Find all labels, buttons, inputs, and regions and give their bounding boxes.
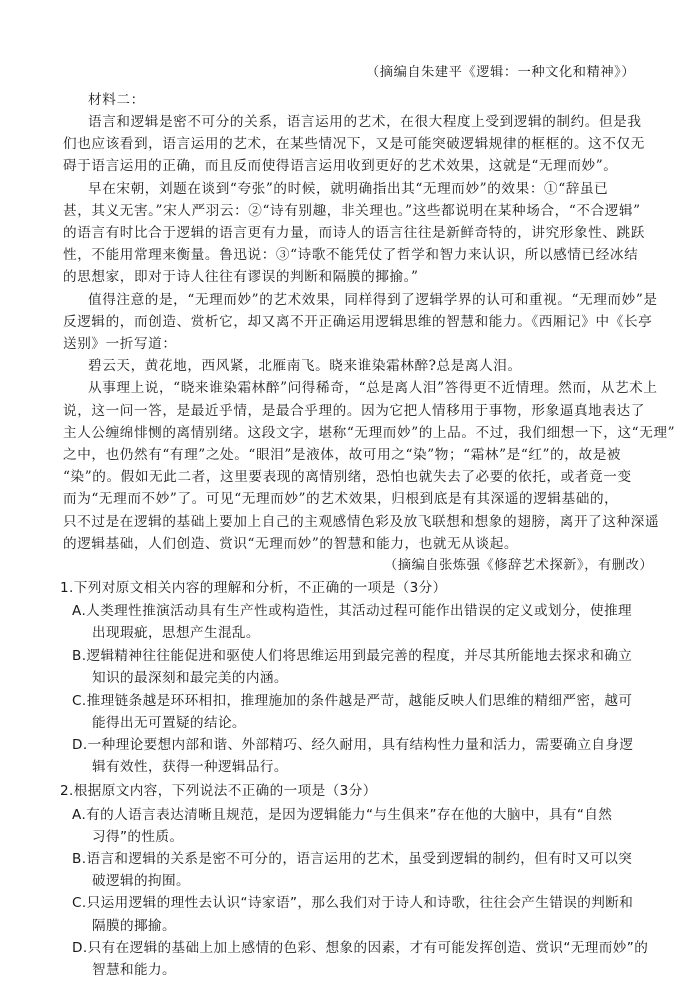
- material-2-line: 主人公缠绵悱恻的离情别绪。这段文字，堪称“无理而妙”的上品。不过，我们细想一下，这“无理”: [63, 424, 676, 441]
- question-2-option-a: A.有的人语言表达清晰且规范，是因为逻辑能力“与生俱来”存在他的大脑中，具有“自然: [72, 806, 613, 823]
- material-2-line: 的思想家，即对于诗人往往有谬误的判断和隔膜的揶揄。”: [63, 269, 419, 286]
- material-2-line: 从事理上说，“晓来谁染霜林醉”问得稀奇，“总是离人泪”答得更不近情理。然而，从艺术上: [88, 380, 658, 397]
- question-1-option-d: D.一种理论要想内部和谐、外部精巧、经久耐用，具有结构性力量和活力，需要确立自身逻: [72, 737, 634, 754]
- question-2-option-b-cont: 破逻辑的拘囿。: [92, 873, 190, 890]
- material-2-line: 说，这一问一答，是最近乎情，是最合乎理的。因为它把人情移用于事物，形象逼真地表达了: [63, 402, 645, 419]
- material-2-line: 的逻辑基础，人们创造、赏识“无理而妙”的智慧和能力，也就无从谈起。: [63, 535, 519, 552]
- material-2-line: “染”的。假如无此二者，这里要表现的离情别绪，恐怕也就失去了必要的依托，或者竟一变: [63, 469, 632, 486]
- question-1-option-c: C.推理链条越是环环相扣，推理施加的条件越是严苛，越能反映人们思维的精细严密，越可: [72, 692, 633, 709]
- material-2-line: 甚，其义无害。”宋人严羽云：②“诗有别趣，非关理也。”这些都说明在某种场合，“不合逻辑”: [63, 202, 641, 219]
- question-1-option-a: A.人类理性推演活动具有生产性或构造性，其活动过程可能作出错误的定义或划分，使推理: [72, 603, 632, 620]
- material-2-quote: 碧云天，黄花地，西风紧，北雁南飞。晓来谁染霜林醉?总是离人泪。: [88, 358, 522, 375]
- question-1-option-d-cont: 辑有效性，获得一种逻辑品行。: [92, 759, 288, 776]
- question-1-option-b: B.逻辑精神往往能促进和驱使人们将思维运用到最完善的程度，并尽其所能地去探求和确立: [72, 647, 633, 664]
- question-2-option-c-cont: 隔膜的揶揄。: [92, 917, 176, 934]
- question-2-option-a-cont: 习得”的性质。: [92, 828, 184, 845]
- source-citation-2: （摘编自张炼强《修辞艺术探新》，有删改）: [384, 557, 654, 573]
- question-1-option-c-cont: 能得出无可置疑的结论。: [92, 715, 246, 732]
- material-2-line: 只不过是在逻辑的基础上要加上自己的主观感情色彩及放飞联想和想象的翅膀，离开了这种深遥: [63, 513, 660, 530]
- question-2-option-b: B.语言和逻辑的关系是密不可分的，语言运用的艺术，虽受到逻辑的制约，但有时又可以突: [72, 851, 633, 868]
- material-2-line: 早在宋朝，刘题在谈到“夸张”的时候，就明确指出其“无理而妙”的效果：①“辞虽已: [88, 180, 609, 197]
- question-2-stem: 2.根据原文内容，下列说法不正确的一项是（3分）: [60, 782, 377, 799]
- material-2-line: 碍于语言运用的正确，而且反而使得语言运用收到更好的艺术效果，这就是“无理而妙”。: [63, 158, 618, 175]
- material-2-heading: 材料二：: [88, 91, 145, 108]
- question-1-stem: 1.下列对原文相关内容的理解和分析，不正确的一项是（3分）: [60, 580, 447, 597]
- question-2-option-c: C.只运用逻辑的理性去认识“诗家语”，那么我们对于诗人和诗歌，往往会产生错误的判断和: [72, 895, 634, 912]
- question-1-option-b-cont: 知识的最深刻和最完美的内涵。: [92, 669, 288, 686]
- question-2-option-d: D.只有在逻辑的基础上加上感情的色彩、想象的因素，才有可能发挥创造、赏识“无理而妙”的: [72, 939, 649, 956]
- material-2-line: 反逻辑的，而创造、赏析它，却又离不开正确运用逻辑思维的智慧和能力。《西厢记》中《长亭: [63, 313, 653, 330]
- material-2-line: 值得注意的是，“无理而妙”的艺术效果，同样得到了逻辑学界的认可和重视。“无理而妙”是: [88, 291, 658, 308]
- material-2-line: 送别》一折写道：: [63, 335, 177, 352]
- material-2-line: 之中，也仍然有“有理”之处。“眼泪”是液体，故可用之“染”物；“霜林”是“红”的，故是被: [63, 446, 622, 463]
- material-2-line: 语言和逻辑是密不可分的关系，语言运用的艺术，在很大程度上受到逻辑的制约。但是我: [88, 114, 642, 130]
- source-citation-1: （摘编自朱建平《逻辑：一种文化和精神》）: [366, 65, 636, 80]
- question-1-option-a-cont: 出现瑕疵，思想产生混乱。: [92, 625, 260, 642]
- material-2-line: 性，不能用常理来衡量。鲁迅说：③“诗歌不能凭仗了哲学和智力来认识，所以感情已经冰结: [63, 247, 639, 264]
- material-2-line: 们也应该看到，语言运用的艺术，在某些情况下，又是可能突破逻辑规律的框框的。这不仅无: [63, 136, 645, 153]
- question-2-option-d-cont: 智慧和能力。: [92, 962, 176, 978]
- material-2-line: 而为“无理而不妙”了。可见“无理而妙”的艺术效果，归根到底是有其深遥的逻辑基础的，: [63, 491, 619, 508]
- material-2-line: 的语言有时比合于逻辑的语言更有力量，而诗人的语言往往是新鲜奇特的，讲究形象性、跳跃: [63, 224, 645, 241]
